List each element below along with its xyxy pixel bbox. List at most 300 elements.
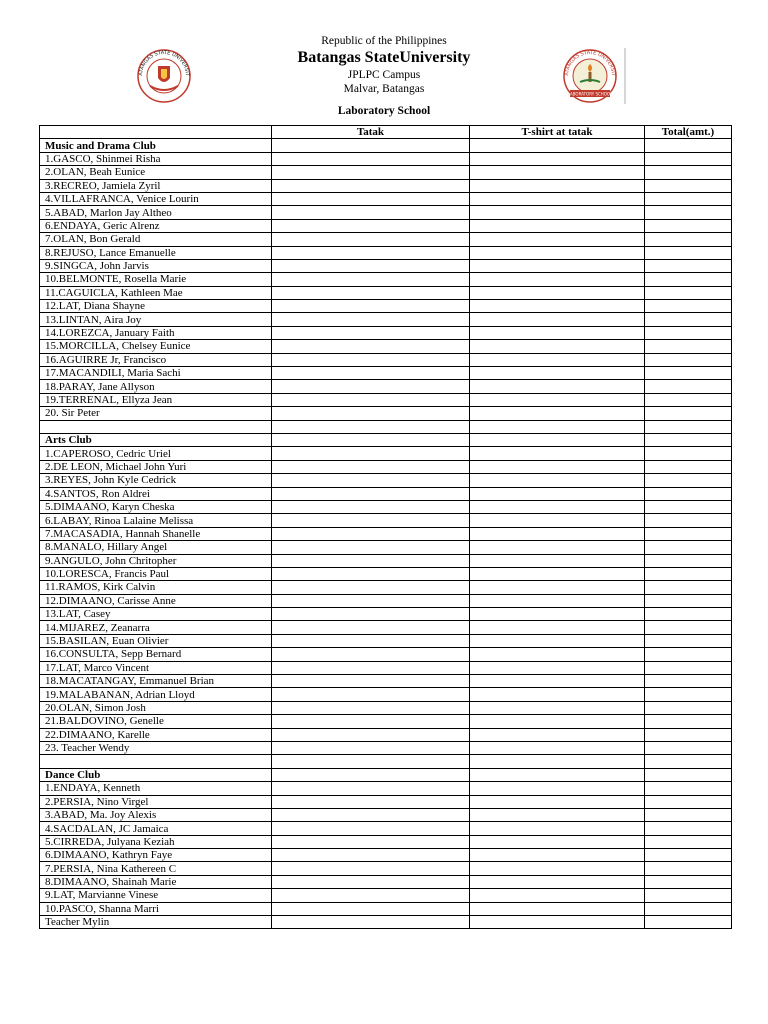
school-name: Laboratory School [337, 105, 431, 117]
empty-cell [272, 166, 470, 179]
table-row [40, 353, 732, 366]
member-name: 11.CAGUICLA, Kathleen Mae [40, 286, 272, 299]
empty-cell [470, 353, 645, 366]
empty-cell [645, 273, 732, 286]
empty-cell [272, 634, 470, 647]
empty-cell [645, 795, 732, 808]
empty-cell [470, 715, 645, 728]
campus-line: JPLPC Campus [347, 69, 421, 81]
table-row [40, 313, 732, 326]
table-row [40, 648, 732, 661]
empty-cell [272, 420, 470, 433]
empty-cell [645, 835, 732, 848]
empty-cell [470, 527, 645, 540]
empty-cell [645, 554, 732, 567]
empty-cell [470, 889, 645, 902]
empty-cell [272, 768, 470, 781]
empty-cell [470, 393, 645, 406]
table-row [40, 835, 732, 848]
member-name: 14.LOREZCA, January Faith [40, 326, 272, 339]
spacer-cell [40, 755, 272, 768]
empty-cell [645, 433, 732, 446]
table-header-row [40, 126, 732, 139]
empty-cell [272, 246, 470, 259]
empty-cell [272, 367, 470, 380]
member-name: 1.GASCO, Shinmei Risha [40, 152, 272, 165]
table-row [40, 567, 732, 580]
table-row [40, 608, 732, 621]
empty-cell [645, 340, 732, 353]
empty-cell [470, 768, 645, 781]
empty-cell [272, 755, 470, 768]
empty-cell [645, 393, 732, 406]
empty-cell [272, 795, 470, 808]
member-name: 4.VILLAFRANCA, Venice Lourin [40, 192, 272, 205]
empty-cell [470, 407, 645, 420]
member-name: 3.RECREO, Jamiela Zyril [40, 179, 272, 192]
empty-cell [645, 608, 732, 621]
member-name: 5.ABAD, Marlon Jay Altheo [40, 206, 272, 219]
table-row [40, 447, 732, 460]
empty-cell [272, 581, 470, 594]
empty-cell [272, 192, 470, 205]
empty-cell [470, 621, 645, 634]
empty-cell [645, 259, 732, 272]
empty-cell [272, 380, 470, 393]
empty-cell [645, 206, 732, 219]
member-name: 16.CONSULTA, Sepp Bernard [40, 648, 272, 661]
member-name: 17.LAT, Marco Vincent [40, 661, 272, 674]
member-name: 2.OLAN, Beah Eunice [40, 166, 272, 179]
laboratory-school-logo [554, 48, 626, 104]
empty-cell [645, 246, 732, 259]
empty-cell [272, 500, 470, 513]
member-name: 14.MIJAREZ, Zeanarra [40, 621, 272, 634]
empty-cell [645, 233, 732, 246]
empty-cell [645, 219, 732, 232]
section-title: Music and Drama Club [40, 139, 272, 152]
empty-cell [470, 701, 645, 714]
member-name: 6.LABAY, Rinoa Lalaine Melissa [40, 514, 272, 527]
member-name: 7.MACASADIA, Hannah Shanelle [40, 527, 272, 540]
member-name: 2.DE LEON, Michael John Yuri [40, 460, 272, 473]
empty-cell [272, 139, 470, 152]
table-row [40, 340, 732, 353]
empty-cell [470, 380, 645, 393]
member-name: 21.BALDOVINO, Genelle [40, 715, 272, 728]
empty-cell [645, 862, 732, 875]
member-name: Teacher Mylin [40, 916, 272, 929]
empty-cell [272, 206, 470, 219]
empty-cell [645, 889, 732, 902]
table-row [40, 875, 732, 888]
university-seal-logo [130, 48, 198, 104]
table-row [40, 795, 732, 808]
empty-cell [272, 514, 470, 527]
empty-cell [470, 541, 645, 554]
empty-cell [470, 688, 645, 701]
table-row [40, 701, 732, 714]
empty-cell [470, 875, 645, 888]
empty-cell [470, 594, 645, 607]
empty-cell [645, 179, 732, 192]
empty-cell [470, 152, 645, 165]
empty-cell [272, 460, 470, 473]
empty-cell [645, 527, 732, 540]
empty-cell [470, 179, 645, 192]
empty-cell [470, 795, 645, 808]
empty-cell [470, 219, 645, 232]
member-name: 6.DIMAANO, Kathryn Faye [40, 849, 272, 862]
table-row [40, 300, 732, 313]
table-row [40, 246, 732, 259]
empty-cell [470, 313, 645, 326]
roster-table [39, 125, 732, 929]
empty-cell [470, 608, 645, 621]
empty-cell [470, 728, 645, 741]
empty-cell [645, 741, 732, 754]
empty-cell [470, 500, 645, 513]
empty-cell [272, 474, 470, 487]
empty-cell [272, 152, 470, 165]
empty-cell [645, 648, 732, 661]
empty-cell [470, 755, 645, 768]
empty-cell [272, 353, 470, 366]
empty-cell [645, 782, 732, 795]
empty-cell [470, 300, 645, 313]
table-row [40, 179, 732, 192]
table-row [40, 460, 732, 473]
empty-cell [272, 286, 470, 299]
empty-cell [470, 581, 645, 594]
table-row [40, 166, 732, 179]
empty-cell [645, 902, 732, 915]
empty-cell [645, 407, 732, 420]
empty-cell [272, 741, 470, 754]
empty-cell [645, 768, 732, 781]
empty-cell [470, 273, 645, 286]
table-row [40, 273, 732, 286]
document-header [0, 34, 768, 118]
empty-cell [272, 433, 470, 446]
table-row [40, 487, 732, 500]
empty-cell [470, 460, 645, 473]
empty-cell [272, 835, 470, 848]
table-row [40, 474, 732, 487]
empty-cell [470, 648, 645, 661]
empty-cell [272, 447, 470, 460]
table-row [40, 380, 732, 393]
empty-cell [645, 661, 732, 674]
table-row [40, 862, 732, 875]
empty-cell [645, 675, 732, 688]
table-row [40, 661, 732, 674]
empty-cell [645, 353, 732, 366]
empty-cell [470, 447, 645, 460]
member-name: 23. Teacher Wendy [40, 741, 272, 754]
empty-cell [645, 500, 732, 513]
member-name: 7.OLAN, Bon Gerald [40, 233, 272, 246]
section-title: Dance Club [40, 768, 272, 781]
empty-cell [470, 634, 645, 647]
table-row [40, 675, 732, 688]
empty-cell [470, 259, 645, 272]
member-name: 17.MACANDILI, Maria Sachi [40, 367, 272, 380]
empty-cell [272, 862, 470, 875]
table-row [40, 514, 732, 527]
member-name: 13.LAT, Casey [40, 608, 272, 621]
empty-cell [645, 514, 732, 527]
empty-cell [272, 340, 470, 353]
member-name: 10.LORESCA, Francis Paul [40, 567, 272, 580]
empty-cell [272, 300, 470, 313]
spacer-row [40, 420, 732, 433]
empty-cell [470, 286, 645, 299]
country-line: Republic of the Philippines [321, 35, 447, 47]
empty-cell [272, 608, 470, 621]
empty-cell [645, 139, 732, 152]
empty-cell [272, 541, 470, 554]
empty-cell [272, 808, 470, 821]
empty-cell [645, 916, 732, 929]
roster-body [40, 139, 732, 929]
table-row [40, 581, 732, 594]
member-name: 8.DIMAANO, Shainah Marie [40, 875, 272, 888]
member-name: 15.MORCILLA, Chelsey Eunice [40, 340, 272, 353]
member-name: 18.MACATANGAY, Emmanuel Brian [40, 675, 272, 688]
empty-cell [470, 192, 645, 205]
table-row [40, 728, 732, 741]
empty-cell [470, 340, 645, 353]
empty-cell [470, 206, 645, 219]
empty-cell [470, 474, 645, 487]
table-row [40, 715, 732, 728]
section-title: Arts Club [40, 433, 272, 446]
empty-cell [470, 808, 645, 821]
table-row [40, 916, 732, 929]
empty-cell [470, 741, 645, 754]
empty-cell [470, 554, 645, 567]
empty-cell [272, 728, 470, 741]
empty-cell [272, 688, 470, 701]
member-name: 1.CAPEROSO, Cedric Uriel [40, 447, 272, 460]
empty-cell [470, 233, 645, 246]
member-name: 19.TERRENAL, Ellyza Jean [40, 393, 272, 406]
empty-cell [470, 514, 645, 527]
empty-cell [645, 192, 732, 205]
member-name: 1.ENDAYA, Kenneth [40, 782, 272, 795]
section-header-row [40, 768, 732, 781]
member-name: 16.AGUIRRE Jr, Francisco [40, 353, 272, 366]
empty-cell [470, 822, 645, 835]
empty-cell [470, 902, 645, 915]
empty-cell [470, 420, 645, 433]
member-name: 5.DIMAANO, Karyn Cheska [40, 500, 272, 513]
empty-cell [645, 581, 732, 594]
member-name: 8.REJUSO, Lance Emanuelle [40, 246, 272, 259]
column-header [40, 126, 272, 139]
empty-cell [645, 300, 732, 313]
table-row [40, 233, 732, 246]
member-name: 11.RAMOS, Kirk Calvin [40, 581, 272, 594]
empty-cell [272, 849, 470, 862]
spacer-row [40, 755, 732, 768]
empty-cell [272, 701, 470, 714]
table-row [40, 393, 732, 406]
empty-cell [645, 447, 732, 460]
member-name: 10.BELMONTE, Rosella Marie [40, 273, 272, 286]
empty-cell [272, 313, 470, 326]
empty-cell [645, 715, 732, 728]
empty-cell [470, 782, 645, 795]
empty-cell [645, 474, 732, 487]
empty-cell [645, 594, 732, 607]
empty-cell [272, 661, 470, 674]
empty-cell [470, 246, 645, 259]
column-header: Tatak [272, 126, 470, 139]
table-row [40, 688, 732, 701]
empty-cell [470, 487, 645, 500]
empty-cell [645, 420, 732, 433]
table-row [40, 902, 732, 915]
member-name: 8.MANALO, Hillary Angel [40, 541, 272, 554]
member-name: 12.LAT, Diana Shayne [40, 300, 272, 313]
member-name: 3.REYES, John Kyle Cedrick [40, 474, 272, 487]
spacer-cell [40, 420, 272, 433]
empty-cell [645, 166, 732, 179]
empty-cell [272, 889, 470, 902]
member-name: 3.ABAD, Ma. Joy Alexis [40, 808, 272, 821]
empty-cell [272, 554, 470, 567]
member-name: 5.CIRREDA, Julyana Keziah [40, 835, 272, 848]
table-row [40, 527, 732, 540]
table-row [40, 808, 732, 821]
section-header-row [40, 139, 732, 152]
empty-cell [645, 808, 732, 821]
empty-cell [645, 460, 732, 473]
member-name: 9.ANGULO, John Chritopher [40, 554, 272, 567]
table-row [40, 407, 732, 420]
empty-cell [272, 675, 470, 688]
empty-cell [272, 916, 470, 929]
empty-cell [645, 701, 732, 714]
empty-cell [645, 286, 732, 299]
table-row [40, 849, 732, 862]
empty-cell [645, 567, 732, 580]
empty-cell [272, 594, 470, 607]
member-name: 13.LINTAN, Aira Joy [40, 313, 272, 326]
empty-cell [272, 219, 470, 232]
table-row [40, 621, 732, 634]
empty-cell [272, 233, 470, 246]
table-row [40, 206, 732, 219]
table-row [40, 192, 732, 205]
empty-cell [645, 152, 732, 165]
column-header: T-shirt at tatak [470, 126, 645, 139]
table-row [40, 741, 732, 754]
table-row [40, 219, 732, 232]
left-seal-text: ATANGAS STATE UNIVERSIT [137, 49, 191, 77]
empty-cell [645, 822, 732, 835]
empty-cell [272, 527, 470, 540]
empty-cell [470, 862, 645, 875]
empty-cell [645, 380, 732, 393]
table-row [40, 634, 732, 647]
empty-cell [470, 835, 645, 848]
table-row [40, 889, 732, 902]
empty-cell [272, 715, 470, 728]
empty-cell [645, 313, 732, 326]
section-header-row [40, 433, 732, 446]
empty-cell [272, 567, 470, 580]
member-name: 9.SINGCA, John Jarvis [40, 259, 272, 272]
member-name: 12.DIMAANO, Carisse Anne [40, 594, 272, 607]
column-header: Total(amt.) [645, 126, 732, 139]
empty-cell [645, 755, 732, 768]
empty-cell [272, 407, 470, 420]
empty-cell [272, 273, 470, 286]
empty-cell [272, 648, 470, 661]
member-name: 4.SANTOS, Ron Aldrei [40, 487, 272, 500]
empty-cell [470, 367, 645, 380]
empty-cell [645, 487, 732, 500]
member-name: 15.BASILAN, Euan Olivier [40, 634, 272, 647]
empty-cell [645, 688, 732, 701]
empty-cell [272, 902, 470, 915]
member-name: 9.LAT, Marvianne Vinese [40, 889, 272, 902]
empty-cell [272, 179, 470, 192]
table-row [40, 594, 732, 607]
empty-cell [272, 259, 470, 272]
table-row [40, 367, 732, 380]
empty-cell [272, 822, 470, 835]
empty-cell [645, 326, 732, 339]
empty-cell [272, 621, 470, 634]
empty-cell [272, 875, 470, 888]
member-name: 4.SACDALAN, JC Jamaica [40, 822, 272, 835]
member-name: 22.DIMAANO, Karelle [40, 728, 272, 741]
table-row [40, 554, 732, 567]
empty-cell [470, 675, 645, 688]
member-name: 2.PERSIA, Nino Virgel [40, 795, 272, 808]
empty-cell [470, 916, 645, 929]
empty-cell [470, 433, 645, 446]
empty-cell [470, 849, 645, 862]
empty-cell [272, 393, 470, 406]
empty-cell [272, 782, 470, 795]
table-row [40, 822, 732, 835]
member-name: 20.OLAN, Simon Josh [40, 701, 272, 714]
empty-cell [272, 326, 470, 339]
empty-cell [645, 367, 732, 380]
member-name: 7.PERSIA, Nina Kathereen C [40, 862, 272, 875]
table-row [40, 541, 732, 554]
member-name: 6.ENDAYA, Geric Alrenz [40, 219, 272, 232]
member-name: 19.MALABANAN, Adrian Lloyd [40, 688, 272, 701]
empty-cell [645, 728, 732, 741]
empty-cell [470, 166, 645, 179]
empty-cell [470, 139, 645, 152]
empty-cell [272, 487, 470, 500]
empty-cell [470, 326, 645, 339]
table-row [40, 500, 732, 513]
member-name: 18.PARAY, Jane Allyson [40, 380, 272, 393]
table-row [40, 782, 732, 795]
table-row [40, 286, 732, 299]
right-seal-text: ATANGAS STATE UNIVERSIT [563, 49, 617, 77]
table-row [40, 259, 732, 272]
empty-cell [645, 541, 732, 554]
